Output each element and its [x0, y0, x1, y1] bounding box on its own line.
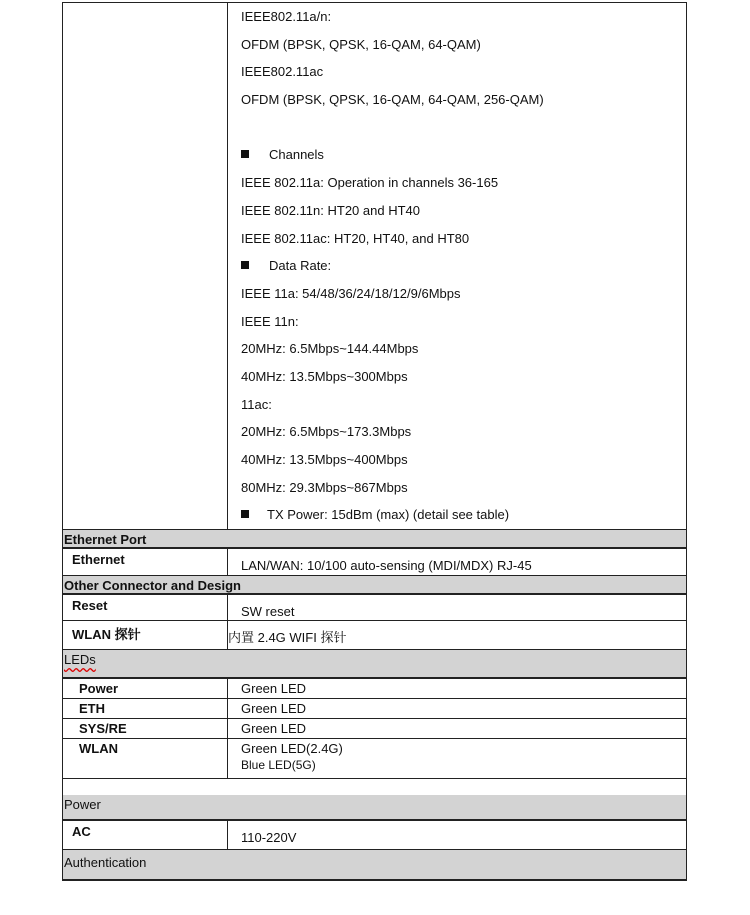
authentication-section — [63, 850, 687, 881]
led-eth-label: ETH — [63, 698, 228, 718]
spec-line — [228, 474, 686, 502]
spec-line — [228, 31, 686, 59]
led-sys-row — [63, 718, 687, 738]
spec-line-text: IEEE802.11a/n: — [241, 9, 332, 24]
square-bullet-icon — [241, 510, 249, 518]
spec-line-text: Channels — [269, 147, 324, 163]
spec-line — [228, 418, 686, 446]
spec-line-text: Data Rate: — [269, 258, 332, 274]
other-connector-section — [63, 575, 687, 594]
wireless-spec-cell — [228, 3, 687, 530]
spec-line — [228, 446, 686, 474]
led-wlan-row — [63, 738, 687, 778]
spec-line — [228, 3, 686, 31]
spec-line-text: IEEE 11n: — [241, 313, 299, 329]
spacer-cell — [63, 778, 687, 795]
ac-label: AC — [63, 820, 228, 850]
spec-line — [228, 169, 686, 197]
led-wlan-value-2g: Green LED(2.4G) — [241, 740, 343, 756]
spec-blank-line — [228, 114, 686, 142]
spec-line-text: IEEE 802.11n: HT20 and HT40 — [241, 202, 420, 218]
square-bullet-icon — [241, 150, 249, 158]
reset-label: Reset — [63, 594, 228, 621]
spec-line-text: 20MHz: 6.5Mbps~173.3Mbps — [241, 424, 412, 440]
spec-line — [228, 308, 686, 336]
spec-line — [228, 225, 686, 253]
led-eth-row — [63, 698, 687, 718]
spec-line-text: 20MHz: 6.5Mbps~144.44Mbps — [241, 341, 419, 357]
led-wlan-value-5g: Blue LED(5G) — [241, 757, 316, 772]
wireless-row — [63, 3, 687, 530]
power-section — [63, 795, 687, 820]
spec-line — [228, 252, 686, 280]
ethernet-port-section — [63, 530, 687, 549]
spec-line-text: IEEE 11a: 54/48/36/24/18/12/9/6Mbps — [241, 285, 461, 301]
spec-line — [228, 86, 686, 114]
led-spacer-row — [63, 778, 687, 795]
spec-line — [228, 141, 686, 169]
led-wlan-value-cell — [228, 738, 687, 778]
ac-value: 110-220V — [228, 820, 687, 850]
ethernet-row — [63, 548, 687, 575]
spec-line — [228, 335, 686, 363]
spec-line-text: IEEE 802.11a: Operation in channels 36-165 — [241, 175, 499, 191]
spec-line-text: 80MHz: 29.3Mbps~867Mbps — [241, 479, 408, 495]
spec-line — [228, 280, 686, 308]
spec-line-text: IEEE802.11ac — [241, 64, 324, 80]
spec-line-text: OFDM (BPSK, QPSK, 16-QAM, 64-QAM) — [241, 36, 481, 52]
led-sys-value: Green LED — [228, 718, 687, 738]
wlan-probe-value: 内置 2.4G WIFI 探针 — [228, 621, 687, 650]
ethernet-value: LAN/WAN: 10/100 auto-sensing (MDI/MDX) RJ-45 — [228, 548, 687, 575]
wireless-label-cell — [63, 3, 228, 530]
section-header-leds — [63, 650, 687, 679]
section-header-authentication: Authentication — [63, 850, 687, 881]
wlan-probe-row — [63, 621, 687, 650]
led-power-label: Power — [63, 678, 228, 698]
square-bullet-icon — [241, 261, 249, 269]
section-header-power: Power — [63, 795, 687, 820]
ethernet-label: Ethernet — [63, 548, 228, 575]
spec-line-text: IEEE 802.11ac: HT20, HT40, and HT80 — [241, 230, 470, 246]
led-eth-value: Green LED — [228, 698, 687, 718]
section-header-other-connector: Other Connector and Design — [63, 575, 687, 594]
spec-line — [228, 58, 686, 86]
led-wlan-label: WLAN — [63, 738, 228, 778]
led-power-value: Green LED — [228, 678, 687, 698]
leds-header-text: LEDs — [64, 652, 96, 668]
led-sys-label: SYS/RE — [63, 718, 228, 738]
wireless-spec-lines — [228, 3, 686, 529]
spec-line — [228, 197, 686, 225]
spec-sheet — [62, 2, 686, 881]
reset-row — [63, 594, 687, 621]
spec-line-text: OFDM (BPSK, QPSK, 16-QAM, 64-QAM, 256-QAM) — [241, 92, 544, 108]
spec-line-text: 11ac: — [241, 396, 272, 412]
wlan-probe-label: WLAN 探针 — [63, 621, 228, 650]
leds-section — [63, 650, 687, 679]
spec-line — [228, 391, 686, 419]
section-header-ethernet-port: Ethernet Port — [63, 530, 687, 549]
spec-line — [228, 363, 686, 391]
led-power-row — [63, 678, 687, 698]
spec-table — [62, 2, 687, 881]
spec-line — [228, 501, 686, 529]
spec-line-text: 40MHz: 13.5Mbps~300Mbps — [241, 368, 408, 384]
spec-line-text: TX Power: 15dBm (max) (detail see table) — [267, 507, 510, 523]
ac-row — [63, 820, 687, 850]
reset-value: SW reset — [228, 594, 687, 621]
spec-line-text: 40MHz: 13.5Mbps~400Mbps — [241, 452, 408, 467]
